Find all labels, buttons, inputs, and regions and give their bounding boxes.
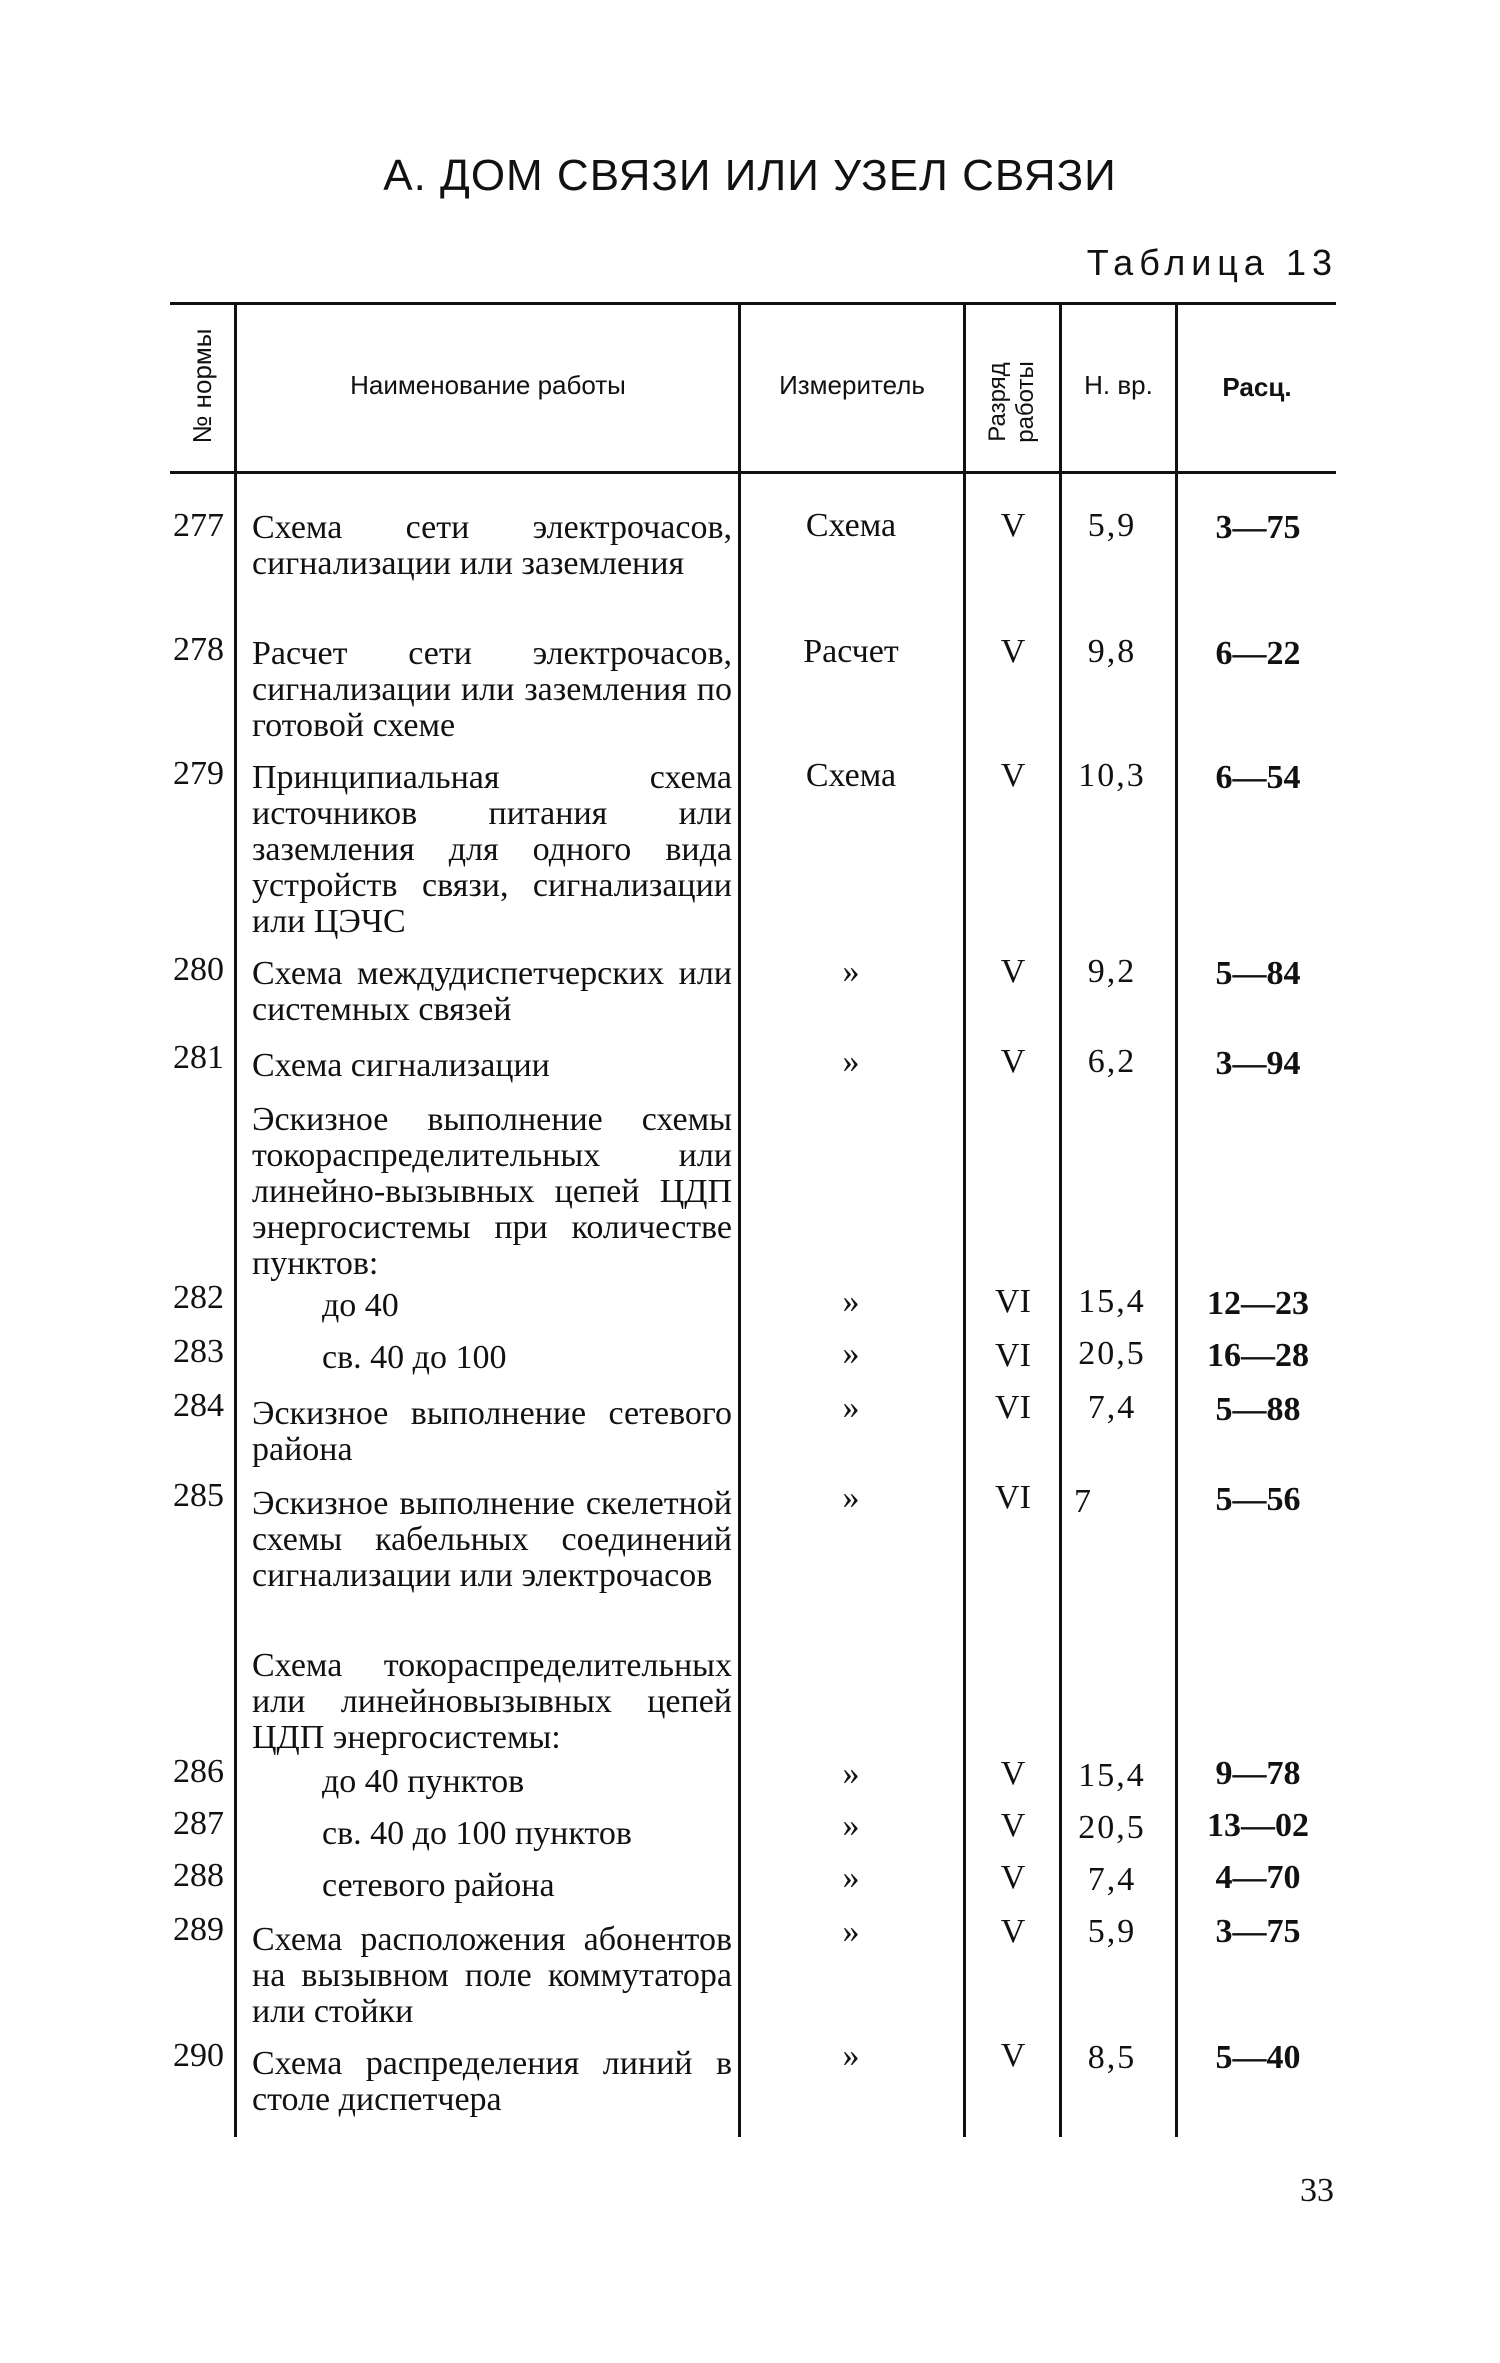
- row-rate: 6—22: [1215, 635, 1301, 672]
- row-number: 282: [173, 1279, 224, 1316]
- row-grade: VI: [995, 1479, 1031, 1516]
- row-rate: 3—75: [1215, 509, 1301, 546]
- row-grade: VI: [995, 1283, 1031, 1320]
- row-measure: Схема: [805, 757, 897, 794]
- row-time: 5,9: [1087, 507, 1137, 544]
- row-number: 278: [173, 631, 224, 668]
- row-measure: »: [842, 953, 860, 990]
- row-measure: »: [842, 1335, 860, 1372]
- row-time: 8,5: [1087, 2039, 1137, 2076]
- row-number: 277: [173, 507, 224, 544]
- row-measure: »: [842, 1859, 860, 1896]
- row-name: Схема сигнализации: [252, 1047, 550, 1084]
- row-time: 5,9: [1087, 1913, 1137, 1950]
- row-measure: »: [842, 1479, 860, 1516]
- row-name: св. 40 до 100: [322, 1339, 507, 1376]
- row-name: Эскизное выполнение сетевого района: [252, 1395, 732, 1468]
- row-measure: Схема: [805, 507, 897, 544]
- row-measure: »: [842, 2037, 860, 2074]
- row-grade: V: [1000, 1913, 1026, 1950]
- row-number: 283: [173, 1333, 224, 1370]
- row-rate: 12—23: [1207, 1285, 1309, 1322]
- row-grade: V: [1000, 633, 1026, 670]
- row-name: св. 40 до 100 пунктов: [322, 1815, 632, 1852]
- row-measure: »: [842, 1283, 860, 1320]
- row-time: 6,2: [1087, 1043, 1137, 1080]
- row-rate: 4—70: [1215, 1859, 1301, 1896]
- row-time: 9,8: [1087, 633, 1137, 670]
- row-time: 20,5: [1078, 1809, 1146, 1846]
- row-rate: 13—02: [1207, 1807, 1309, 1844]
- row-time: 9,2: [1087, 953, 1137, 990]
- row-name: Расчет сети электрочасов, сигнализации или заземления по готовой схеме: [252, 635, 732, 744]
- header-bottom-rule: [170, 471, 1336, 474]
- header-measure: Измеритель: [779, 370, 925, 400]
- row-grade: V: [1000, 2037, 1026, 2074]
- table-label: Таблица 13: [1086, 242, 1338, 283]
- row-grade: V: [1000, 507, 1026, 544]
- row-grade: V: [1000, 1755, 1026, 1792]
- row-name: до 40: [322, 1287, 399, 1324]
- header-rate: Расц.: [1222, 372, 1292, 402]
- row-measure: »: [842, 1043, 860, 1080]
- header-name: Наименование работы: [350, 370, 626, 400]
- row-name: до 40 пунктов: [322, 1763, 525, 1800]
- row-grade: V: [1000, 1043, 1026, 1080]
- row-time: 10,3: [1078, 757, 1146, 794]
- row-measure: »: [842, 1755, 860, 1792]
- row-number: 286: [173, 1753, 224, 1790]
- header-grade: Разряд работы: [984, 361, 1039, 443]
- row-name: Эскизное выполнение скелетной схемы кабельных соединений сигнализации или электрочасов: [252, 1485, 732, 1594]
- row-name: Схема расположения абонентов на вызывном поле коммутатора или стойки: [252, 1921, 732, 2030]
- row-number: 290: [173, 2037, 224, 2074]
- row-grade: VI: [995, 1389, 1031, 1426]
- row-grade: VI: [995, 1337, 1031, 1374]
- col-divider-1: [234, 305, 237, 2137]
- row-number: 280: [173, 951, 224, 988]
- row-measure: »: [842, 1389, 860, 1426]
- group-heading: Схема токораспределительных или линейновызывных цепей ЦДП энергосистемы:: [252, 1647, 732, 1756]
- group-heading: Эскизное выполнение схемы токораспределительных или линейно-вызывных цепей ЦДП энергосистемы при количестве пунктов:: [252, 1101, 732, 1282]
- row-grade: V: [1000, 1859, 1026, 1896]
- row-number: 289: [173, 1911, 224, 1948]
- row-grade: V: [1000, 757, 1026, 794]
- header-time: Н. вр.: [1084, 370, 1153, 400]
- row-number: 287: [173, 1805, 224, 1842]
- row-number: 288: [173, 1857, 224, 1894]
- row-measure: »: [842, 1913, 860, 1950]
- page-number: 33: [1300, 2172, 1334, 2209]
- row-number: 284: [173, 1387, 224, 1424]
- row-measure: »: [842, 1807, 860, 1844]
- table-top-rule: [170, 302, 1336, 305]
- row-name: сетевого района: [322, 1867, 555, 1904]
- row-time: 15,4: [1078, 1283, 1146, 1320]
- row-name: Принципиальная схема источников питания или заземления для одного вида устройств связи, сигнализации или ЦЭЧС: [252, 759, 732, 940]
- row-rate: 9—78: [1215, 1755, 1301, 1792]
- row-rate: 5—88: [1215, 1391, 1301, 1428]
- row-number: 279: [173, 755, 224, 792]
- row-rate: 3—94: [1215, 1045, 1301, 1082]
- row-rate: 5—40: [1215, 2039, 1301, 2076]
- header-norm: № нормы: [187, 328, 217, 444]
- row-rate: 16—28: [1207, 1337, 1309, 1374]
- row-rate: 5—56: [1215, 1481, 1301, 1518]
- page-title: А. ДОМ СВЯЗИ ИЛИ УЗЕЛ СВЯЗИ: [383, 151, 1117, 200]
- col-divider-3: [963, 305, 966, 2137]
- row-grade: V: [1000, 1807, 1026, 1844]
- row-name: Схема распределения линий в столе диспетчера: [252, 2045, 732, 2118]
- row-number: 281: [173, 1039, 224, 1076]
- row-rate: 5—84: [1215, 955, 1301, 992]
- row-time: 15,4: [1078, 1757, 1146, 1794]
- row-rate: 6—54: [1215, 759, 1301, 796]
- row-grade: V: [1000, 953, 1026, 990]
- row-measure: Расчет: [803, 633, 899, 670]
- row-rate: 3—75: [1215, 1913, 1301, 1950]
- row-time: 7: [1074, 1483, 1093, 1520]
- row-name: Схема междудиспетчерских или системных связей: [252, 955, 732, 1028]
- row-time: 20,5: [1078, 1335, 1146, 1372]
- row-name: Схема сети электрочасов, сигнализации или заземления: [252, 509, 732, 582]
- row-time: 7,4: [1087, 1389, 1137, 1426]
- row-time: 7,4: [1087, 1861, 1137, 1898]
- row-number: 285: [173, 1477, 224, 1514]
